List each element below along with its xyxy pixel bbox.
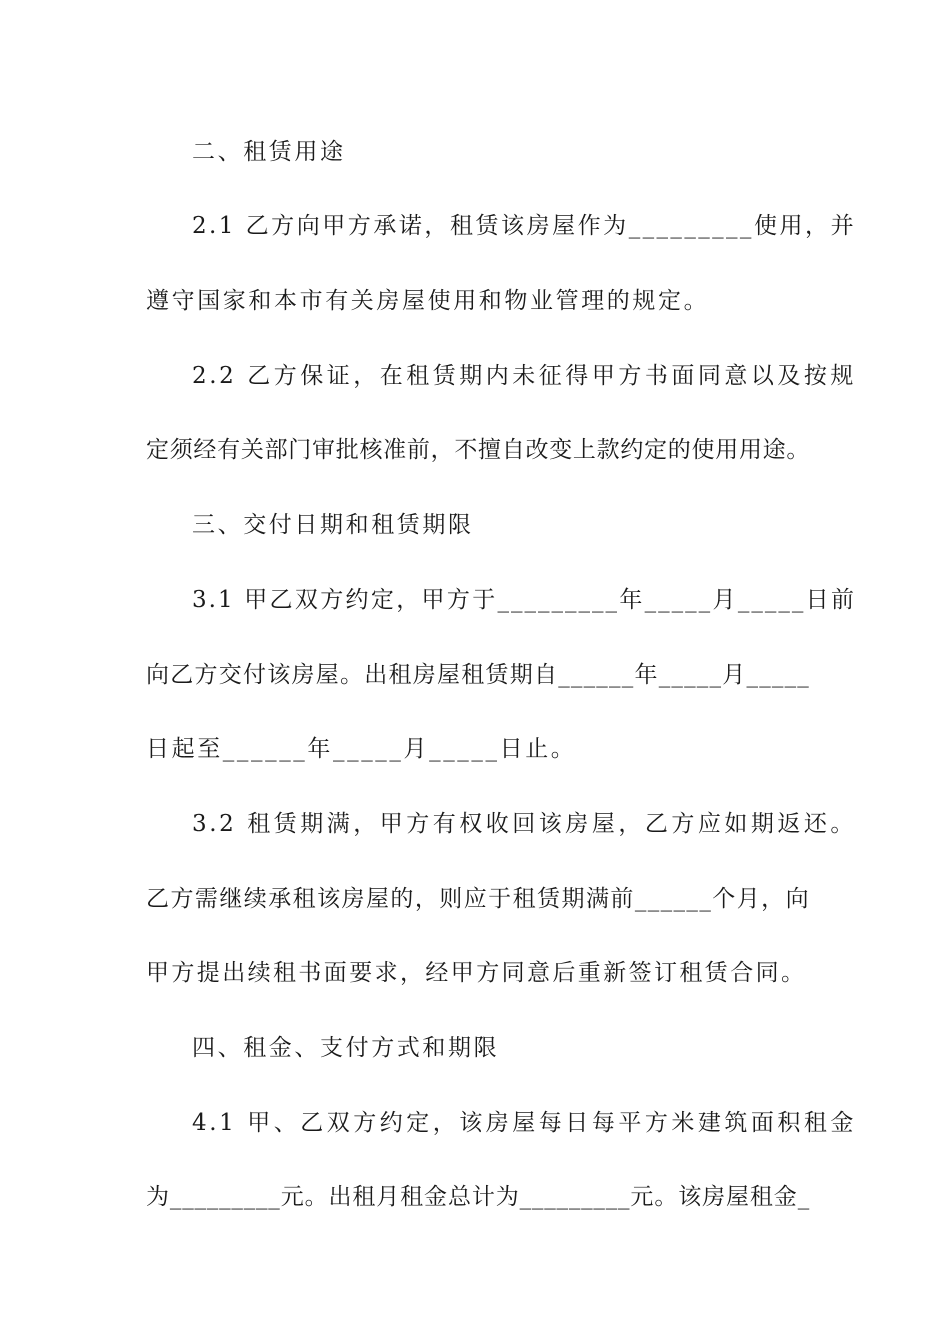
- clause-2-1-line-2: 遵守国家和本市有关房屋使用和物业管理的规定。: [146, 288, 710, 314]
- clause-2-2-line-1: 2.2 乙方保证，在租赁期内未征得甲方书面同意以及按规: [192, 363, 856, 389]
- clause-4-1-line-1: 4.1 甲、乙双方约定，该房屋每日每平方米建筑面积租金: [192, 1110, 856, 1136]
- clause-3-2-line-2: 乙方需继续承租该房屋的，则应于租赁期满前______个月，向: [146, 886, 810, 912]
- section-heading-usage: 二、租赁用途: [192, 139, 346, 165]
- clause-3-2-line-3: 甲方提出续租书面要求，经甲方同意后重新签订租赁合同。: [146, 960, 807, 986]
- section-heading-rent: 四、租金、支付方式和期限: [192, 1035, 500, 1061]
- clause-3-1-line-3: 日起至______年_____月_____日止。: [146, 736, 577, 762]
- clause-4-1-line-2: 为_________元。出租月租金总计为_________元。该房屋租金_: [146, 1184, 810, 1210]
- clause-2-1-line-1: 2.1 乙方向甲方承诺，租赁该房屋作为_________使用，并: [192, 213, 856, 239]
- clause-2-2-line-2: 定须经有关部门审批核准前，不擅自改变上款约定的使用用途。: [146, 437, 810, 463]
- section-heading-delivery: 三、交付日期和租赁期限: [192, 512, 474, 538]
- clause-3-2-line-1: 3.2 租赁期满，甲方有权收回该房屋，乙方应如期返还。: [192, 811, 856, 837]
- clause-3-1-line-2: 向乙方交付该房屋。出租房屋租赁期自______年_____月_____: [146, 662, 810, 688]
- clause-3-1-line-1: 3.1 甲乙双方约定，甲方于_________年_____月_____日前: [192, 587, 856, 613]
